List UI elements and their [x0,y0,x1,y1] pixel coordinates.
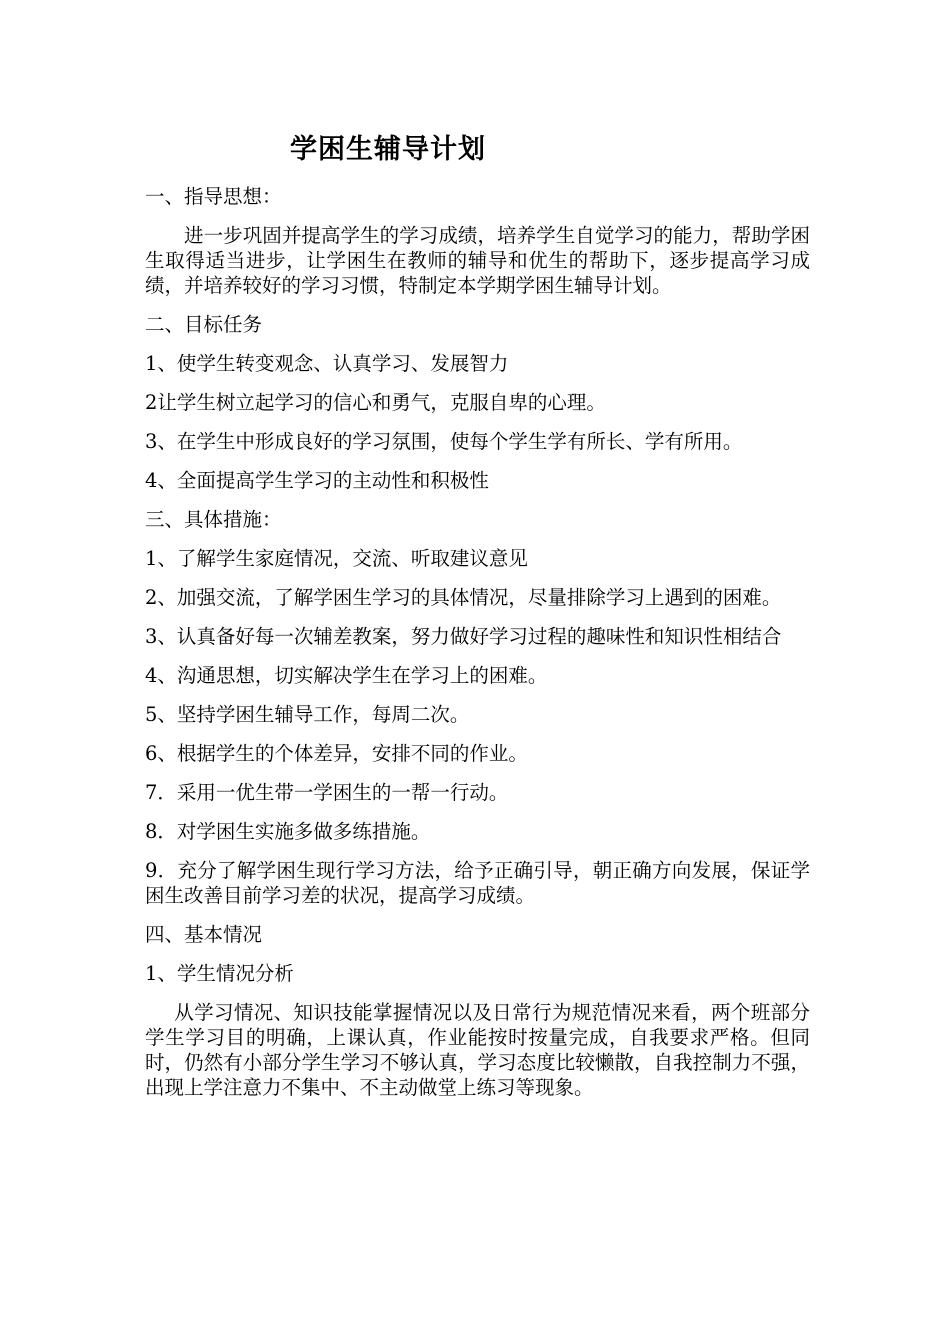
measure-item-4: 4、沟通思想，切实解决学生在学习上的困难。 [145,664,548,687]
goal-item-2: 2让学生树立起学习的信心和勇气，克服自卑的心理。 [145,391,606,414]
section-heading-guiding-thought: 一、指导思想： [145,185,282,208]
paragraph-guiding-thought: 进一步巩固并提高学生的学习成绩，培养学生自觉学习的能力，帮助学困生取得适当进步，让学困生在教师的辅导和优生的帮助下，逐步提高学习成绩，并培养较好的学习习惯，特制定本学期学困生辅导计划。 [145,224,810,297]
goal-item-1: 1、使学生转变观念、认真学习、发展智力 [145,352,509,375]
measure-item-1: 1、了解学生家庭情况，交流、听取建议意见 [145,547,528,570]
measure-item-3: 3、认真备好每一次辅差教案，努力做好学习过程的趣味性和知识性相结合 [145,625,782,648]
section-heading-basic-situation: 四、基本情况 [145,923,263,946]
measure-item-6: 6、根据学生的个体差异，安排不同的作业。 [145,742,528,765]
measure-item-9: 9．充分了解学困生现行学习方法，给予正确引导，朝正确方向发展，保证学困生改善目前学习差的状况，提高学习成绩。 [145,859,810,907]
measure-item-8: 8．对学困生实施多做多练措施。 [145,820,431,843]
measure-item-5: 5、坚持学困生辅导工作，每周二次。 [145,703,470,726]
section-heading-goals: 二、目标任务 [145,313,263,336]
goal-item-3: 3、在学生中形成良好的学习氛围，使每个学生学有所长、学有所用。 [145,430,743,453]
document-title: 学困生辅导计划 [290,134,486,165]
measure-item-7: 7．采用一优生带一学困生的一帮一行动。 [145,781,509,804]
paragraph-student-analysis: 从学习情况、知识技能掌握情况以及日常行为规范情况来看，两个班部分学生学习目的明确，上课认真，作业能按时按量完成，自我要求严格。但同时，仍然有小部分学生学习不够认真，学习态度比较懒散，自我控制力不强，出现上学注意力不集中、不主动做堂上练习等现象。 [145,1001,810,1099]
measure-item-2: 2、加强交流，了解学困生学习的具体情况，尽量排除学习上遇到的困难。 [145,586,782,609]
goal-item-4: 4、全面提高学生学习的主动性和积极性 [145,469,489,492]
subsection-heading-student-analysis: 1、学生情况分析 [145,962,294,985]
document-body [145,184,810,1114]
section-heading-measures: 三、具体措施： [145,508,282,531]
